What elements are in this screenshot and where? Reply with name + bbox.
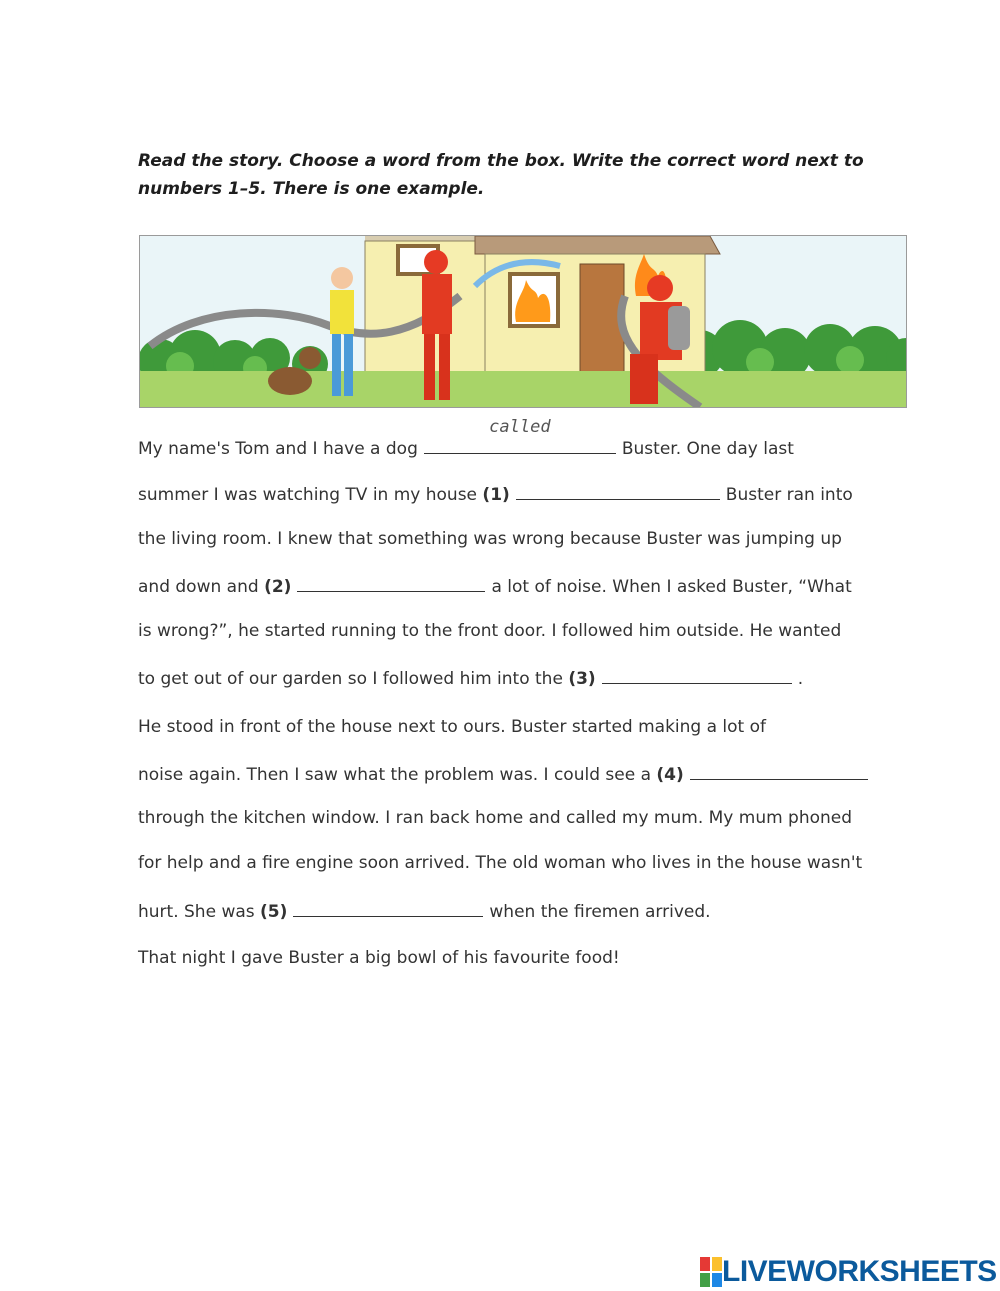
story-line-12: That night I gave Buster a big bowl of his favourite food! — [138, 948, 620, 968]
story-line-8: noise again. Then I saw what the problem was. I could see a (4) — [138, 763, 874, 785]
story-line-6: to get out of our garden so I followed him into the (3) . — [138, 669, 804, 689]
story-line-5: is wrong?”, he started running to the front door. I followed him outside. He wanted — [138, 621, 842, 641]
story-line-9: through the kitchen window. I ran back home and called my mum. My mum phoned — [138, 808, 853, 828]
firefighters-house-scene — [139, 235, 907, 408]
story-line-3: the living room. I knew that something was wrong because Buster was jumping up — [138, 529, 842, 549]
story-line-11: hurt. She was (5) when the firemen arrived. — [138, 902, 711, 922]
liveworksheets-logo-text: LIVEWORKSHEETS — [722, 1255, 997, 1288]
story-line-7: He stood in front of the house next to ours. Buster started making a lot of — [138, 717, 767, 737]
answer-blank-2[interactable] — [297, 575, 485, 592]
story-line-4: and down and (2) a lot of noise. When I asked Buster, “What — [138, 577, 852, 597]
example-answer-blank — [424, 417, 616, 454]
answer-blank-3[interactable] — [602, 667, 792, 684]
example-answer: called — [489, 417, 551, 437]
liveworksheets-logo — [700, 1255, 997, 1289]
story-line-10: for help and a fire engine soon arrived. The old woman who lives in the house wasn't — [138, 853, 863, 873]
answer-blank-1[interactable] — [516, 483, 720, 500]
instructions: Read the story. Choose a word from the box. Write the correct word next to numbers 1–5. There is one example. — [138, 151, 864, 199]
answer-blank-5[interactable] — [293, 900, 483, 917]
story-line-2: summer I was watching TV in my house (1) Buster ran into — [138, 485, 853, 505]
answer-blank-4[interactable] — [690, 763, 868, 780]
liveworksheets-logo-icon — [700, 1257, 722, 1287]
story-line-1: My name's Tom and I have a dog called Buster. One day last — [138, 417, 794, 459]
